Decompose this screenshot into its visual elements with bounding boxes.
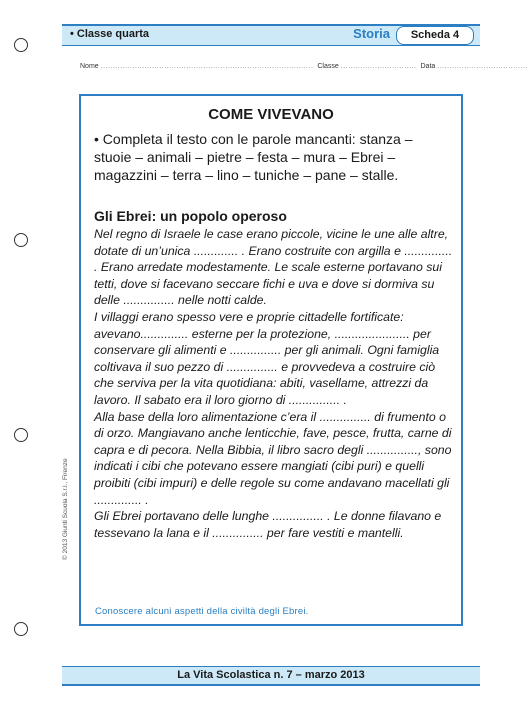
sheet-badge: Scheda 4 [396,26,474,45]
binder-hole [14,233,28,247]
paragraph: I villaggi erano spesso vere e proprie cittadelle fortificate: avevano.............. esterne per la protezione, ...................... per conservare gli alimenti e ............... per gli animali. Ogni famiglia coltivava il suo pezzo di ............... e provvedeva a costruire ciò che serviva per la vita quotidiana: abiti, vasellame, attrezzi da lavoro. Il sabato era il loro giorno di ............... . [94,309,440,407]
binder-hole [14,428,28,442]
worksheet-frame [79,94,463,626]
date-blank[interactable]: ..................................... [437,63,528,70]
date-label: Data [420,63,436,70]
class-label: • Classe quarta [70,28,150,40]
instruction-text: • Completa il testo con le parole mancanti: stanza – stuoie – animali – pietre – festa – mura – Ebrei – magazzini – terra – lino – tuniche – pane – stalle. [94,131,413,183]
class-blank[interactable]: ............................... [340,63,417,70]
binder-hole [14,38,28,52]
cloze-text [94,226,454,541]
paragraph: Nel regno di Israele le case erano piccole, vicine le une alle altre, dotate di un’unica ............. . Erano costruite con argilla e .............. . Erano arredate modestamente. Le scale esterne portavano sui tetti, dove si facevano seccare fichi e uva e dove si dormiva su delle ............... nelle notti calde. [94,227,453,308]
paragraph: Alla base della loro alimentazione c’era il ............... di frumento o di orzo. Mangiavano anche lenticchie, fave, pesce, frutta, carne di capra e di pecora. Nella Bibbia, il libro sacro degli ..............., sono indicati i cibi che potevano essere mangiati (cibi puri) e quelli proibiti (cibi impuri) e delle regole su come andavano macellati gli .............. . [94,409,452,507]
name-label: Nome [80,63,99,70]
learning-objective: Conoscere alcuni aspetti della civiltà degli Ebrei. [95,606,309,617]
section-heading: Gli Ebrei: un popolo operoso [94,208,287,224]
header-bar [62,24,480,46]
paragraph: Gli Ebrei portavano delle lunghe ............... . Le donne filavano e tessevano la lana e il ............... per fare vestiti e mantelli. [94,509,442,540]
worksheet-title: COME VIVEVANO [208,106,334,123]
binder-hole [14,622,28,636]
class-field-label: Classe [317,63,339,70]
footer-bar: La Vita Scolastica n. 7 – marzo 2013 [62,666,480,686]
copyright-notice: © 2013 Giunti Scuola S.r.l., Firenze [62,458,69,560]
name-class-date-row [80,63,528,70]
name-blank[interactable]: ....................................................................................... [100,63,314,70]
subject-label: Storia [353,26,390,41]
